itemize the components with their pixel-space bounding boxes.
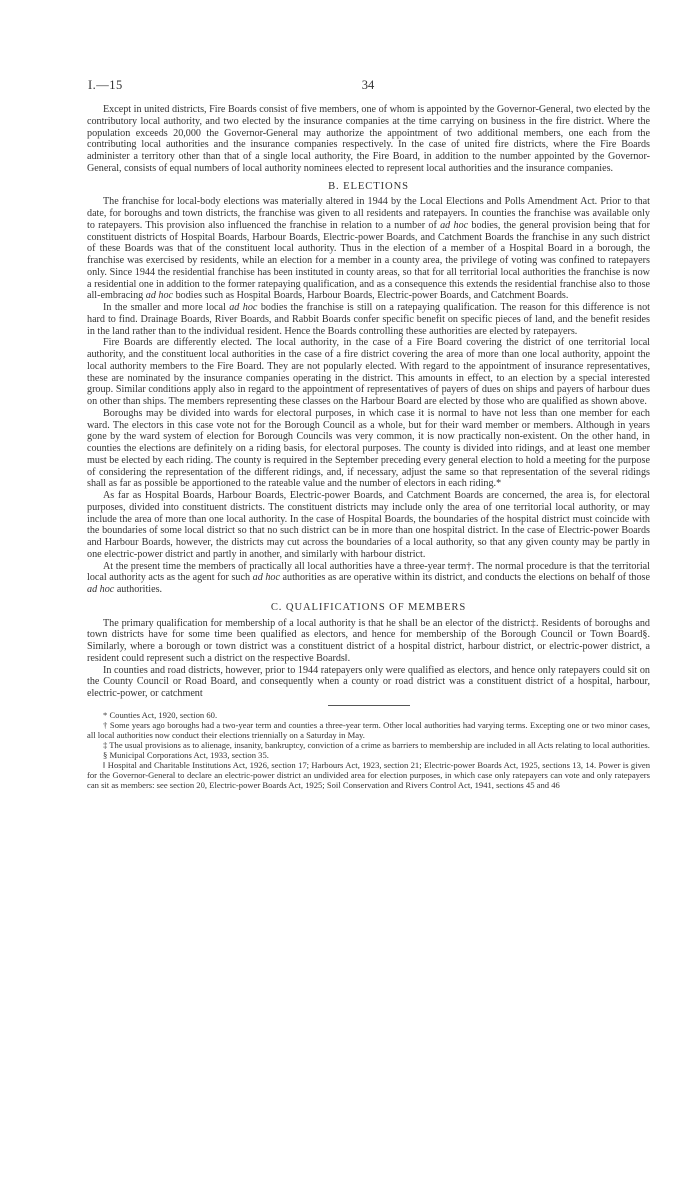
italic-term: ad hoc: [87, 584, 115, 595]
text-run: The franchise for local-body elections was materially altered in 1944 by the Local Elections and Polls Amendment Act. Prior to that date, for boroughs and town districts, the franchise was given to all residents and ratepayers. In counties the franchise was available only to ratepayers. This provision also influenced the franchise in relation to a number of: [87, 196, 650, 231]
paragraph-terms: [87, 561, 650, 596]
text-run: bodies the franchise is still on a ratepaying qualification. The reason for this difference is not hard to find. Drainage Boards, River Boards, and Rabbit Boards confer specific benefit on specific pieces of land, and the benefit resides in the land rather than to the individual resident. Hence the Boards controlling these authorities are elected by ratepayers.: [87, 302, 650, 337]
paragraph-fire-board-elections: Fire Boards are differently elected. The local authority, in the case of a Fire Board covering the district of one territorial local authority, and the constituent local authorities in the case of a fire district covering the area of more than one local authority, appoint the local authority members to the Fire Board. They are not popularly elected. With regard to the appointment of insurance representatives, these are nominated by the insurance companies operating in the district. This amounts in effect, to an election by a special interested group. Similar conditions apply also in regard to the appointment of representatives of payers of dues on ships and payers of harbour dues on other than ships. The members representing these classes on the Harbour Board are elected by those who are qualified as shown above.: [87, 337, 650, 407]
paragraph-franchise: [87, 196, 650, 302]
paragraph-wards-ridings: Boroughs may be divided into wards for electoral purposes, in which case it is normal to have not less than one member for each ward. The electors in this case vote not for the Borough Council as a whole, but for their ward member or members. Although in years gone by the ward system of election for Borough Councils was very common, it is now practically non-existent. On the other hand, in counties the elections are definitely on a riding basis, for electoral purposes. The county is divided into ridings, and at least one member must be elected by each riding. The county is required in the September preceding every general election to hold a meeting for the purpose of considering the representation of the different ridings, and, if necessary, adjust the same so that representation of the several ridings shall as far as possible be apportioned to the rateable value and the number of electors in each riding.*: [87, 407, 650, 490]
paragraph-constituent-districts: As far as Hospital Boards, Harbour Boards, Electric-power Boards, and Catchment Boards are concerned, the area is, for electoral purposes, divided into constituent districts. The constituent districts may include only the area of one territorial local authority, or may include the area of more than one local authority. In the case of Hospital Boards, the boundaries of the hospital district must coincide with the boundaries of some local district so that no such district can be in more than one hospital district. In the case of Electric-power Boards and Harbour Boards, however, the districts may cut across the boundaries of a local authority, so that any given county may be partly in one electric-power district and partly in another, and similarly with harbour district.: [87, 490, 650, 560]
text-run: bodies such as Hospital Boards, Harbour Boards, Electric-power Boards, and Catchment Boards.: [173, 290, 569, 302]
footnote: ‖ Hospital and Charitable Institutions Act, 1926, section 17; Harbours Act, 1923, section 21; Electric-power Boards Act, 1925, sections 13, 14. Power is given for the Governor-General to declare an electric-power district an undivided area for election purposes, in which case only ratepayers can vote and only ratepayers can sit as members: see section 20, Electric-power Boards Act, 1925; Soil Conservation and Rivers Control Act, 1941, sections 45 and 46: [87, 760, 650, 791]
footnote: ‡ The usual provisions as to alienage, insanity, bankruptcy, conviction of a crime as barriers to membership are included in all Acts relating to local authorities.: [103, 740, 650, 751]
paragraph-smaller-bodies: [87, 302, 650, 337]
text-run: authorities as are operative within its district, and conducts the elections on behalf of those: [279, 572, 650, 584]
footnote-divider: [328, 705, 410, 706]
italic-term: ad hoc: [145, 290, 174, 302]
italic-term: ad hoc: [440, 219, 469, 231]
section-heading-qualifications: C. QUALIFICATIONS OF MEMBERS: [270, 601, 467, 613]
italic-term: ad hoc: [229, 302, 258, 313]
paragraph-counties-road-districts: In counties and road districts, however, prior to 1944 ratepayers only were qualified as electors, and hence only ratepayers could sit on the County Council or Road Board, and consequently when a county or road district was a constituent district of a hospital, harbour, electric-power, or catchment: [87, 664, 650, 699]
text-run: In the smaller and more local: [103, 302, 230, 313]
paragraph-primary-qualification: The primary qualification for membership of a local authority is that he shall be an elector of the district‡. Residents of boroughs and town districts have for some time been qualified as electors, and hence for membership of the Borough Council or Town Board§. Similarly, where a borough or town district was a constituent district of a hospital district, harbour district, or electric-power district, a resident could represent such a district on the respective Boards‖.: [87, 617, 650, 664]
text-run: bodies, the general provision being that for constituent districts of Hospital Boards, Harbour Boards, Electric-power Boards, and Catchment Boards the franchise in any such district of these Boards was that of the constituent local authority. Thus in the election of a member of a Hospital Board in a borough, the franchise was exercised by residents, while an election for a member in a county area, the privilege of voting was confined to ratepayers only. Since 1944 the residential franchise has been instituted in county areas, so that for all territorial local authorities the franchise is now a residential one in addition to the former ratepaying qualification, and as a consequence this extends the residential franchise also to those all-embracing: [87, 219, 650, 302]
page-header: [88, 78, 648, 94]
text-run: At the present time the members of practically all local authorities have a three-year term†. The normal procedure is that the territorial local authority acts as the agent for such: [87, 560, 650, 584]
page-number: 34: [361, 78, 375, 92]
footnote: * Counties Act, 1920, section 60.: [103, 709, 218, 720]
footnote: † Some years ago boroughs had a two-year term and counties a three-year term. Other local authorities had varying terms. Excepting one or two minor cases, all local authorities now conduct their elections triennially on a Saturday in May.: [87, 719, 650, 740]
footnote: § Municipal Corporations Act, 1933, section 35.: [103, 750, 269, 761]
document-reference: I.—15: [88, 78, 123, 92]
page-body: [87, 104, 650, 791]
section-heading-elections: B. ELECTIONS: [328, 180, 409, 192]
italic-term: ad hoc: [252, 572, 280, 584]
text-run: authorities.: [114, 584, 163, 595]
paragraph-fire-boards: Except in united districts, Fire Boards consist of five members, one of whom is appointed by the Governor-General, two elected by the contributory local authority, and two elected by the insurance companies at the time carrying on business in the fire district. Where the population exceeds 20,000 the Governor-General may authorize the appointment of two additional members, one each from the contributing local authorities and the insurance companies respectively. In the case of united fire districts, where the Fire Boards administer a territory other than that of a single local authority, the Fire Board, in addition to the number appointed by the Governor-General, consists of equal numbers of local authority nominees elected to represent local authorities and the insurance companies.: [87, 104, 650, 174]
